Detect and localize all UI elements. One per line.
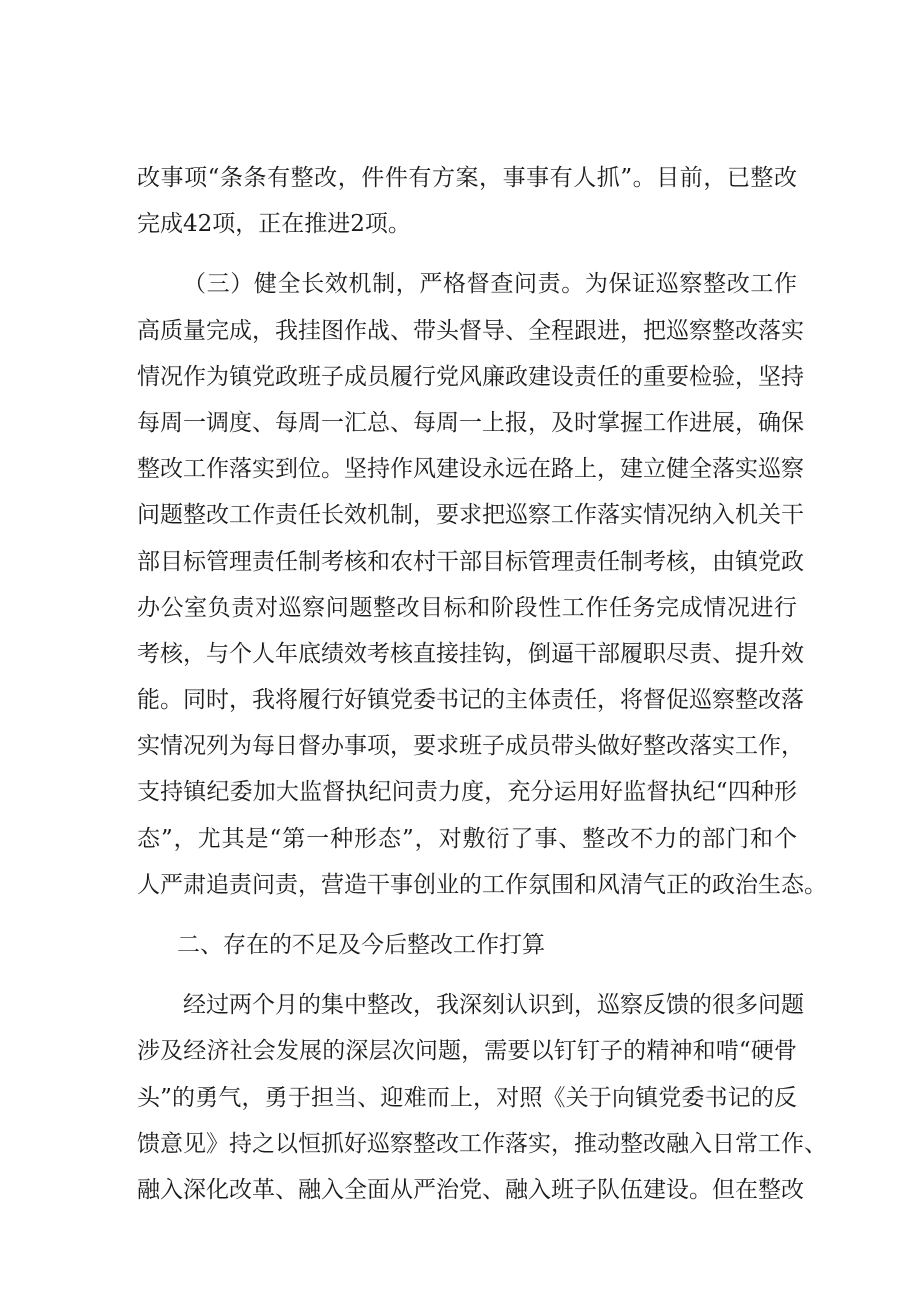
text-line: 改事项“条条有整改，件件有方案，事事有人抓”。目前，已整改 xyxy=(137,165,797,191)
section-heading xyxy=(137,922,797,968)
text-line: 人严肃追责问责，营造干事创业的工作氛围和风清气正的政治生态。 xyxy=(137,871,827,898)
text-line: 支持镇纪委加大监督执纪问责力度，充分运用好监督执纪“四种形 xyxy=(137,779,797,806)
paragraph-shortcomings xyxy=(137,982,827,1213)
text-line: 能。同时，我将履行好镇党委书记的主体责任，将督促巡察整改落 xyxy=(137,687,804,714)
paragraph-long-term-mechanism xyxy=(137,261,827,908)
text-line: 完成42项，正在推进2项。 xyxy=(137,211,411,238)
text-line: 问题整改工作责任长效机制，要求把巡察工作落实情况纳入机关干 xyxy=(137,502,804,529)
text-line: 态”，尤其是“第一种形态”，对敷衍了事、整改不力的部门和个 xyxy=(137,825,797,852)
text-line: 部目标管理责任制考核和农村干部目标管理责任制考核，由镇党政 xyxy=(137,548,804,575)
section-heading-text: 二、存在的不足及今后整改工作打算 xyxy=(177,932,545,958)
document-body xyxy=(137,155,827,1213)
text-line: 涉及经济社会发展的深层次问题，需要以钉钉子的精神和啃“硬骨 xyxy=(137,1038,797,1065)
text-line: 实情况列为每日督办事项，要求班子成员带头做好整改落实工作， xyxy=(137,733,804,760)
text-line: 情况作为镇党政班子成员履行党风廉政建设责任的重要检验，坚持 xyxy=(137,363,804,390)
text-line: 办公室负责对巡察问题整改目标和阶段性工作任务完成情况进行 xyxy=(137,594,797,621)
text-line: 高质量完成，我挂图作战、带头督导、全程跟进，把巡察整改落实 xyxy=(137,317,804,344)
text-line: 经过两个月的集中整改，我深刻认识到，巡察反馈的很多问题 xyxy=(183,992,804,1019)
text-line: 头”的勇气，勇于担当、迎难而上，对照《关于向镇党委书记的反 xyxy=(137,1084,797,1111)
text-line: 融入深化改革、融入全面从严治党、融入班子队伍建设。但在整改 xyxy=(137,1176,804,1203)
text-line: 馈意见》持之以恒抓好巡察整改工作落实，推动整改融入日常工作、 xyxy=(137,1130,827,1157)
text-line: 考核，与个人年底绩效考核直接挂钩，倒逼干部履职尽责、提升效 xyxy=(137,640,804,667)
text-line: 整改工作落实到位。坚持作风建设永远在路上，建立健全落实巡察 xyxy=(137,456,804,483)
text-line: （三）健全长效机制，严格督查问责。为保证巡察整改工作 xyxy=(183,271,797,298)
paragraph-rectification-status xyxy=(137,155,797,247)
text-line: 每周一调度、每周一汇总、每周一上报，及时掌握工作进展，确保 xyxy=(137,409,804,436)
